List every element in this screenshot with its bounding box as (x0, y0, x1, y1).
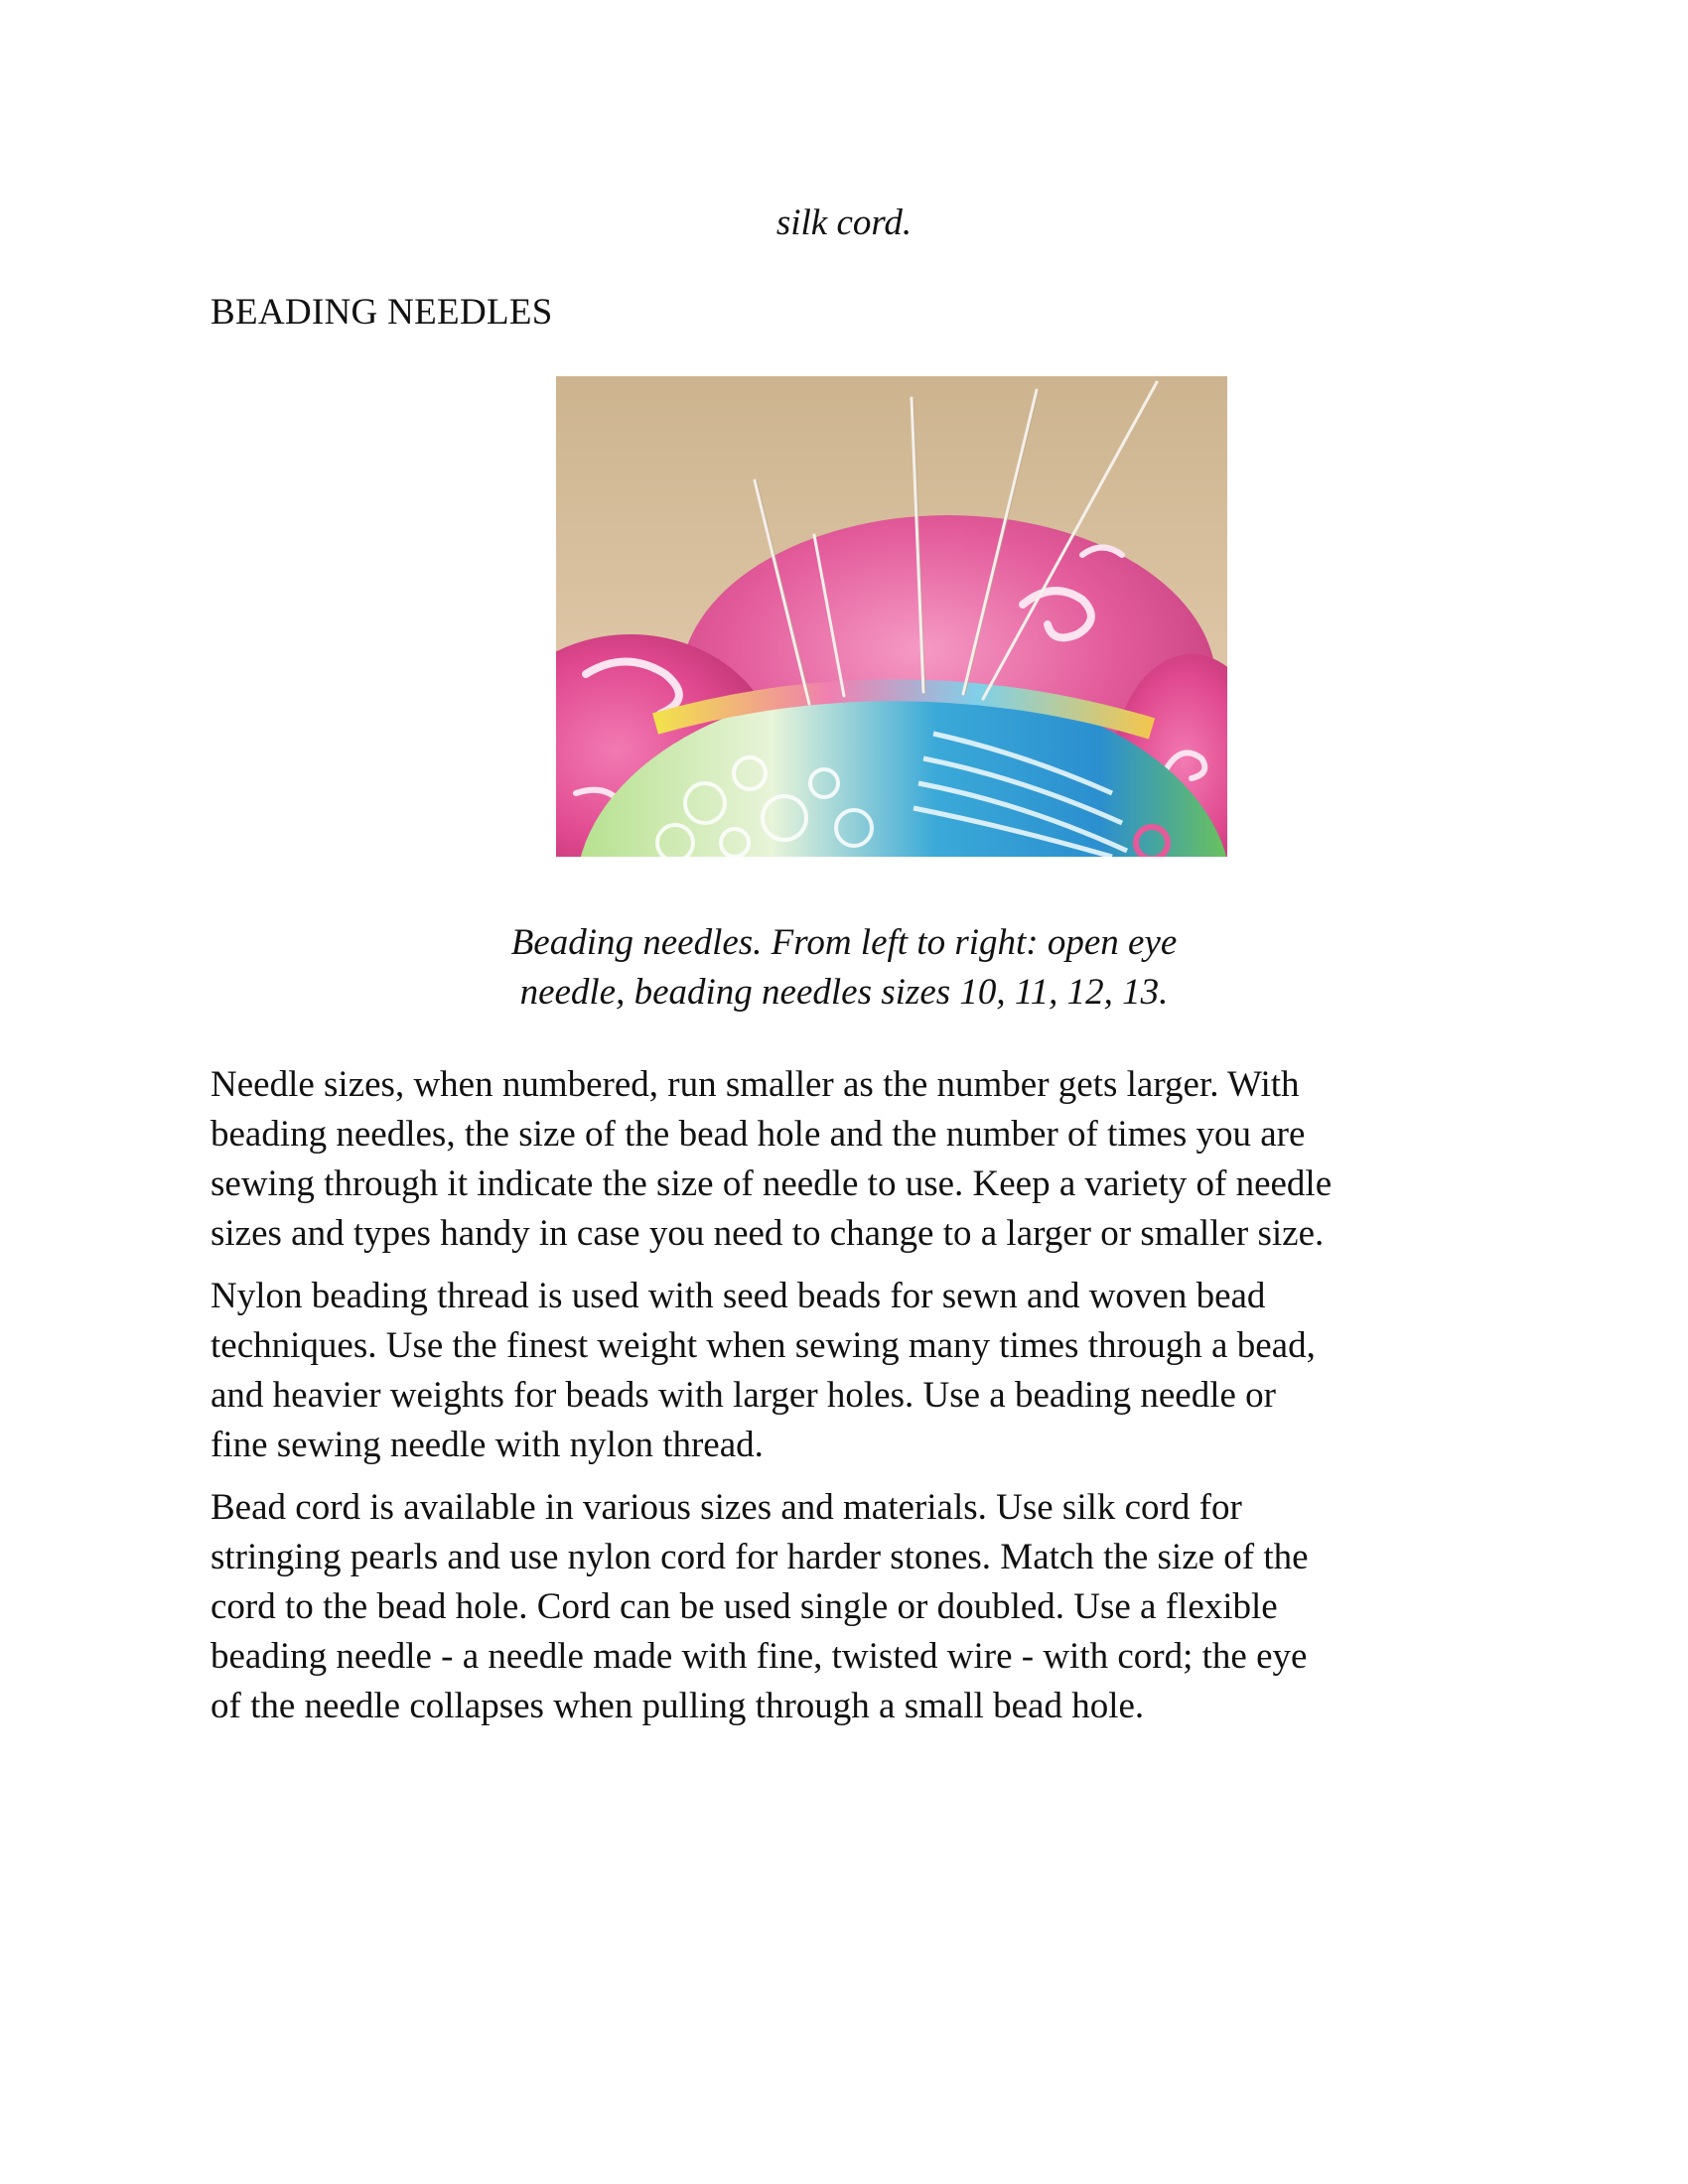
section-heading: BEADING NEEDLES (211, 292, 553, 333)
carryover-text (0, 199, 1688, 248)
figure-caption (437, 918, 1251, 1018)
caption-line-1: Beading needles. From left to right: open eye (510, 922, 1178, 963)
paragraph-bead-cord: Bead cord is available in various sizes and materials. Use silk cord for stringing pearls and use nylon cord for harder stones. Match the size of the cord to the bead hole. Cord can be used single or doubled. Use a flexible beading needle - a needle made with fine, twisted wire - with cord; the eye of the needle collapses when pulling through a small bead hole. (211, 1487, 1309, 1726)
beading-needles-photo (556, 376, 1227, 857)
paragraph-needle-sizes: Needle sizes, when numbered, run smaller as the number gets larger. With beading needles, the size of the bead hole and the number of times you are sewing through it indicate the size of needle to use. Keep a variety of needle sizes and types handy in case you need to change to a larger or smaller size. (211, 1064, 1333, 1254)
caption-line-2: needle, beading needles sizes 10, 11, 12, 13. (519, 972, 1169, 1013)
carryover-text-content: silk cord. (775, 203, 913, 243)
paragraph-nylon-thread: Nylon beading thread is used with seed beads for sewn and woven bead techniques. Use the finest weight when sewing many times through a bead, and heavier weights for beads with larger holes. Use a beading needle or fine sewing needle with nylon thread. (211, 1276, 1316, 1465)
body-text (211, 1060, 1501, 1744)
